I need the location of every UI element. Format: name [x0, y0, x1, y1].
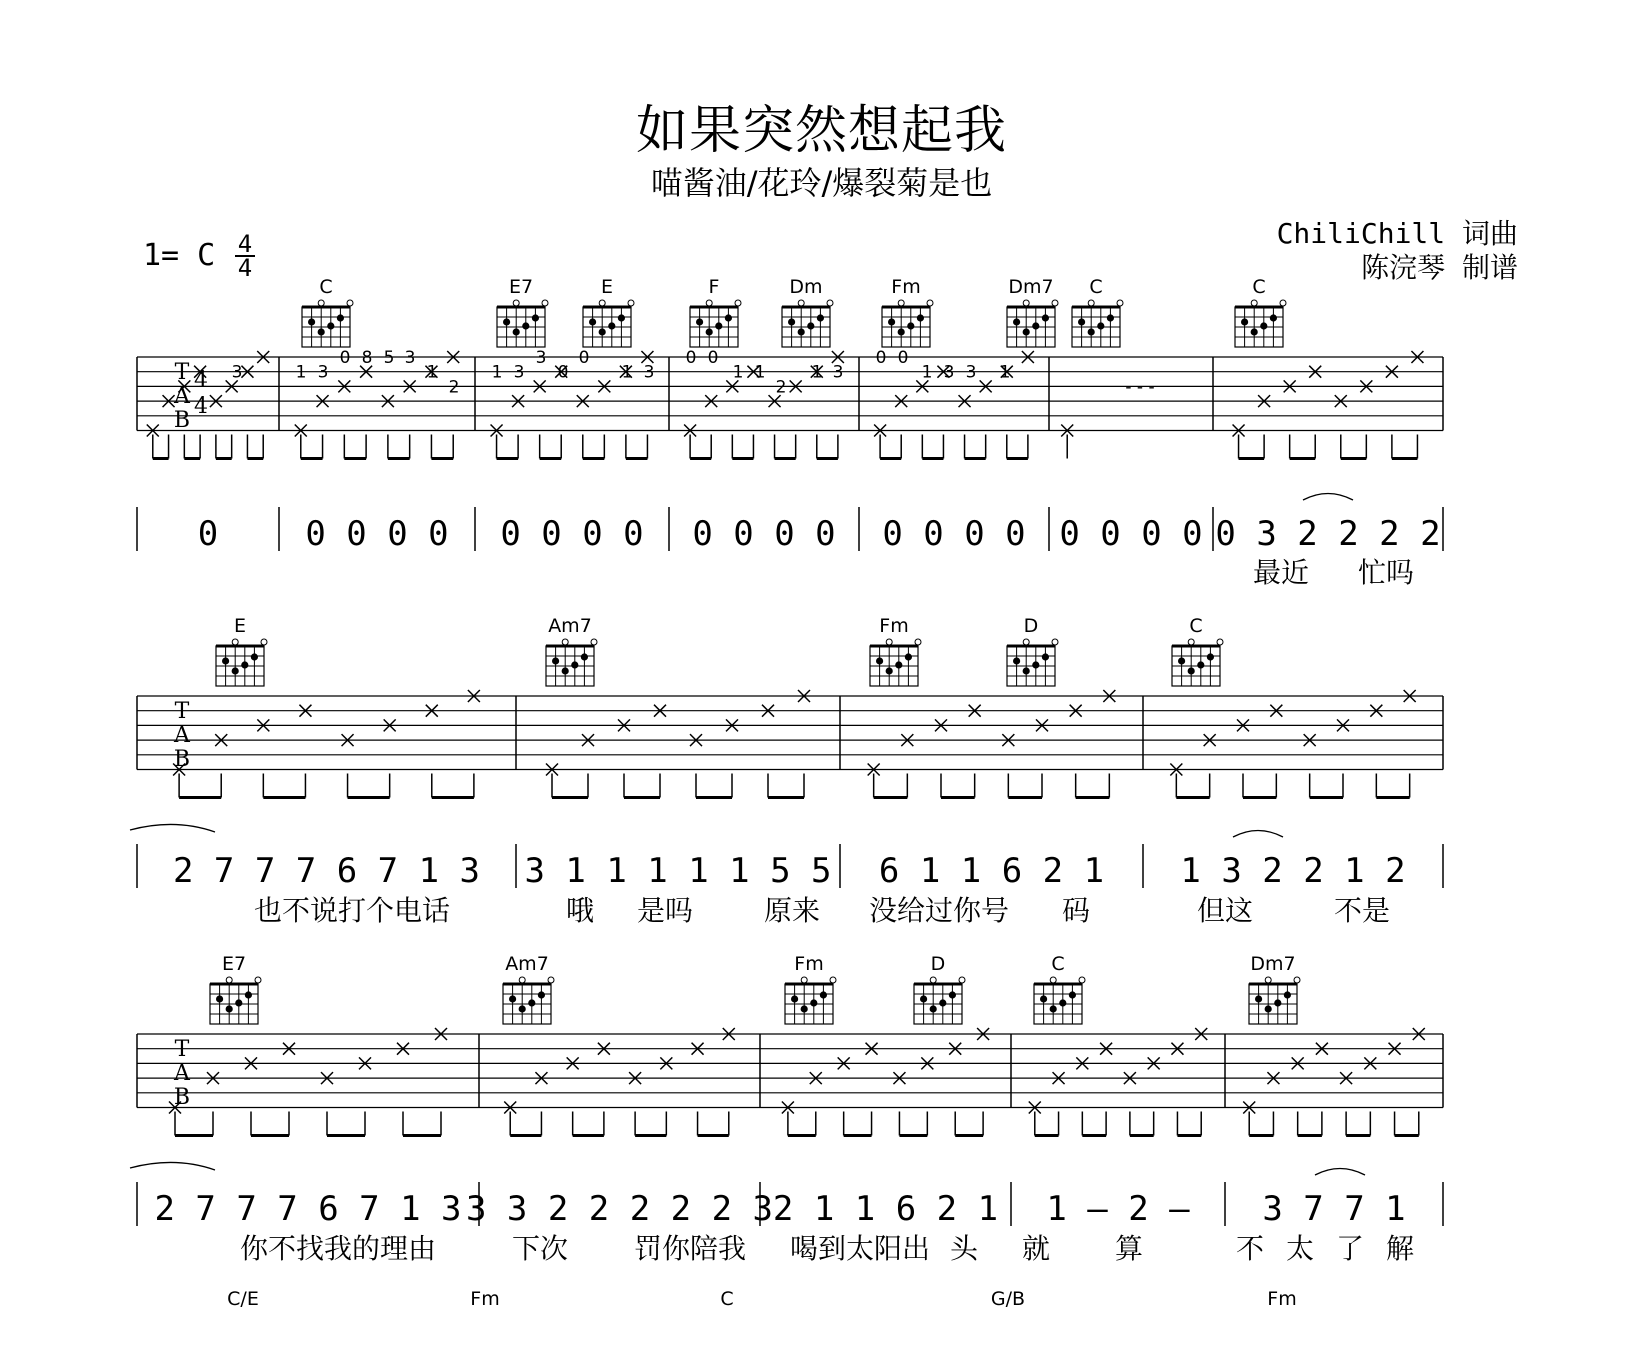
- chord-dot: [599, 328, 606, 335]
- artists: 喵酱油/花玲/爆裂菊是也: [650, 164, 993, 202]
- chord-dot: [791, 995, 798, 1002]
- tab-number: 0: [707, 348, 719, 368]
- chord-name: C: [1252, 276, 1266, 298]
- tab-number: 3: [317, 362, 329, 383]
- tab-number: 3: [832, 362, 844, 383]
- chord-dot: [1188, 667, 1195, 674]
- lyric-text: 太: [1285, 1232, 1315, 1265]
- chord-open: [706, 300, 712, 306]
- melody-bar: 0: [197, 514, 219, 554]
- chord-open: [318, 300, 324, 306]
- tab-number: 0: [875, 348, 887, 368]
- chord-open: [1188, 639, 1194, 645]
- chord-dot: [1069, 991, 1076, 998]
- tab-number: 1: [999, 362, 1011, 383]
- chord-name: Fm: [794, 953, 824, 975]
- chord-open: [1217, 639, 1223, 645]
- chord-dot: [1197, 661, 1204, 668]
- chord-dot: [788, 318, 795, 325]
- chord-dot: [251, 653, 258, 660]
- chord-dot: [801, 1005, 808, 1012]
- chord-dot: [241, 661, 248, 668]
- chord-dot: [1265, 1005, 1272, 1012]
- chord-dot: [226, 1005, 233, 1012]
- chord-open: [1023, 639, 1029, 645]
- tab-number: 3: [513, 362, 525, 383]
- tab-number: 3: [643, 362, 655, 383]
- melody-bar: 3 1 1 1 1 1 5 5: [524, 851, 832, 891]
- tab-number: 3: [231, 362, 243, 383]
- chord-name: Dm: [789, 276, 823, 298]
- chord-dot: [920, 995, 927, 1002]
- chord-dot: [1078, 318, 1085, 325]
- song-title: 如果突然想起我: [635, 101, 1007, 161]
- chord-dot: [245, 991, 252, 998]
- tab-rest-dashes: - - -: [1125, 377, 1155, 398]
- chord-open: [599, 300, 605, 306]
- tab-number: 1: [426, 362, 438, 383]
- tie-arc: [130, 824, 215, 832]
- chord-dot: [895, 661, 902, 668]
- chord-open: [562, 639, 568, 645]
- chord-dot: [1040, 995, 1047, 1002]
- chord-open: [886, 639, 892, 645]
- tab-number: 1: [491, 362, 503, 383]
- tab-label: B: [173, 747, 191, 772]
- chord-dot: [1032, 661, 1039, 668]
- lyric-text: 了: [1335, 1232, 1365, 1265]
- chord-dot: [1023, 667, 1030, 674]
- tab-label: T: [174, 699, 190, 724]
- lyric-text: 解: [1385, 1232, 1415, 1265]
- tab-number: 1: [621, 362, 633, 383]
- melody-bar: 2 7 7 7 6 7 1 3: [154, 1189, 462, 1229]
- melody-bar: 1 3 2 2 1 2: [1180, 851, 1406, 891]
- chord-dot: [519, 1005, 526, 1012]
- tie-arc: [1303, 494, 1353, 501]
- melody-bar: 3 7 7 1: [1262, 1189, 1406, 1229]
- chord-dot: [1207, 653, 1214, 660]
- tab-number: 1: [754, 362, 766, 383]
- chord-name: C: [720, 1288, 734, 1310]
- tab-number: 8: [361, 348, 373, 368]
- melody-bar: 0 3 2 2 2 2: [1215, 514, 1441, 554]
- chord-dot: [1050, 1005, 1057, 1012]
- credit-lyrics: ChiliChill 词曲: [1276, 217, 1518, 250]
- lyric-text: 原来: [763, 894, 821, 927]
- chord-dot: [876, 657, 883, 664]
- chord-dot: [1284, 991, 1291, 998]
- lyric-text: 算: [1114, 1232, 1144, 1265]
- chord-dot: [798, 328, 805, 335]
- lyric-text: 不是: [1333, 894, 1391, 927]
- chord-dot: [1042, 314, 1049, 321]
- chord-dot: [513, 328, 520, 335]
- chord-dot: [618, 314, 625, 321]
- chord-dot: [1013, 657, 1020, 664]
- chord-dot: [706, 328, 713, 335]
- chord-name: D: [1023, 615, 1039, 637]
- lyric-text: 忙吗: [1357, 556, 1415, 589]
- tab-number: 1: [811, 362, 823, 383]
- chord-dot: [532, 314, 539, 321]
- lyric-text: 但这: [1196, 894, 1254, 927]
- chord-open: [261, 639, 267, 645]
- chord-name: C: [1051, 953, 1065, 975]
- chord-open: [1088, 300, 1094, 306]
- chord-open: [1052, 639, 1058, 645]
- chord-open: [830, 977, 836, 983]
- chord-dot: [1013, 318, 1020, 325]
- melody-bar: 3 3 2 2 2 2 2 3: [465, 1189, 774, 1229]
- chord-dot: [1032, 322, 1039, 329]
- chord-open: [798, 300, 804, 306]
- tab-label: T: [174, 1037, 190, 1062]
- chord-dot: [503, 318, 510, 325]
- chord-dot: [1274, 999, 1281, 1006]
- chord-dot: [930, 1005, 937, 1012]
- chord-dot: [939, 999, 946, 1006]
- lyric-text: 也不说打个电话: [253, 894, 451, 927]
- melody-bar: 0 0 0 0: [882, 514, 1026, 554]
- chord-dot: [552, 657, 559, 664]
- chord-open: [959, 977, 965, 983]
- chord-name: Dm7: [1008, 276, 1054, 298]
- chord-open: [548, 977, 554, 983]
- lyric-text: 你不找我的理由: [239, 1232, 437, 1265]
- chord-open: [628, 300, 634, 306]
- chord-name: Dm7: [1250, 953, 1296, 975]
- chord-dot: [1088, 328, 1095, 335]
- chord-name: C/E: [227, 1288, 259, 1310]
- chord-dot: [509, 995, 516, 1002]
- tab-number: 0: [897, 348, 909, 368]
- chord-open: [255, 977, 261, 983]
- chord-dot: [1270, 314, 1277, 321]
- chord-dot: [949, 991, 956, 998]
- chord-dot: [222, 657, 229, 664]
- chord-dot: [820, 991, 827, 998]
- chord-open: [513, 300, 519, 306]
- melody-bar: 2 1 1 6 2 1: [772, 1189, 999, 1229]
- chord-dot: [1178, 657, 1185, 664]
- tab-number: 2: [448, 377, 460, 398]
- melody-bar: 1 – 2 –: [1046, 1189, 1190, 1229]
- melody-bar: 0 0 0 0: [500, 514, 644, 554]
- chord-name: Fm: [470, 1288, 500, 1310]
- chord-dot: [608, 322, 615, 329]
- tab-number: 0: [578, 348, 590, 368]
- chord-dot: [1023, 328, 1030, 335]
- tab-time: 4: [194, 394, 208, 419]
- tab-label: T: [174, 360, 190, 385]
- melody-bar: 6 1 1 6 2 1: [878, 851, 1105, 891]
- tab-number: 0: [557, 362, 569, 383]
- chord-open: [735, 300, 741, 306]
- lyric-text: 哦: [565, 894, 595, 927]
- chord-dot: [528, 999, 535, 1006]
- chord-dot: [589, 318, 596, 325]
- chord-open: [232, 639, 238, 645]
- melody-bar: 0 0 0 0: [305, 514, 449, 554]
- chord-open: [542, 300, 548, 306]
- tab-label: B: [173, 408, 191, 433]
- chord-open: [1079, 977, 1085, 983]
- chord-dot: [696, 318, 703, 325]
- melody-bar: 2 7 7 7 6 7 1 3: [172, 851, 481, 891]
- chord-dot: [308, 318, 315, 325]
- chord-name: F: [708, 276, 720, 298]
- tab-number: 1: [295, 362, 307, 383]
- chord-open: [1265, 977, 1271, 983]
- chord-dot: [715, 322, 722, 329]
- chord-name: E: [233, 615, 247, 637]
- chord-open: [591, 639, 597, 645]
- melody-bar: 0 0 0 0: [692, 514, 836, 554]
- tab-label: B: [173, 1085, 191, 1110]
- chord-open: [898, 300, 904, 306]
- chord-dot: [905, 653, 912, 660]
- tab-number: 0: [685, 348, 697, 368]
- tie-arc: [1315, 1169, 1365, 1176]
- chord-open: [801, 977, 807, 983]
- chord-open: [226, 977, 232, 983]
- chord-dot: [337, 314, 344, 321]
- credit-score: 陈浣琴 制谱: [1361, 251, 1518, 284]
- chord-dot: [810, 999, 817, 1006]
- chord-dot: [807, 322, 814, 329]
- chord-open: [927, 300, 933, 306]
- lyric-text: 码: [1061, 894, 1091, 927]
- chord-dot: [1097, 322, 1104, 329]
- tab-number: 5: [383, 348, 395, 368]
- chord-open: [1294, 977, 1300, 983]
- chord-name: D: [930, 953, 946, 975]
- melody-bar: 0 0 0 0: [1059, 514, 1203, 554]
- lyric-text: 没给过你号: [868, 894, 1010, 927]
- chord-open: [1050, 977, 1056, 983]
- tie-arc: [1233, 831, 1283, 838]
- chord-dot: [886, 667, 893, 674]
- chord-dot: [571, 661, 578, 668]
- chord-name: Am7: [548, 615, 592, 637]
- chord-dot: [1107, 314, 1114, 321]
- chord-name: Fm: [879, 615, 909, 637]
- chord-open: [915, 639, 921, 645]
- tab-label: A: [174, 384, 190, 409]
- tab-number: 0: [339, 348, 351, 368]
- chord-dot: [888, 318, 895, 325]
- chord-name: C: [319, 276, 333, 298]
- chord-dot: [817, 314, 824, 321]
- chord-name: E: [600, 276, 614, 298]
- time-top: 4: [237, 230, 253, 258]
- chord-dot: [538, 991, 545, 998]
- tab-number: 3: [404, 348, 416, 368]
- lyric-text: 就: [1021, 1232, 1051, 1265]
- chord-dot: [1260, 322, 1267, 329]
- chord-dot: [1241, 318, 1248, 325]
- tab-number: 1: [732, 362, 744, 383]
- chord-name: G/B: [990, 1288, 1026, 1310]
- lyric-text: 是吗: [636, 894, 694, 927]
- chord-open: [1052, 300, 1058, 306]
- lyric-text: 头: [949, 1232, 979, 1265]
- chord-dot: [562, 667, 569, 674]
- chord-open: [1280, 300, 1286, 306]
- chord-dot: [232, 667, 239, 674]
- tab-number: 3: [965, 362, 977, 383]
- chord-name: Fm: [1267, 1288, 1297, 1310]
- chord-dot: [917, 314, 924, 321]
- lyric-text: 下次: [511, 1232, 569, 1265]
- tab-number: 3: [943, 362, 955, 383]
- chord-dot: [235, 999, 242, 1006]
- tab-label: A: [174, 723, 190, 748]
- chord-dot: [907, 322, 914, 329]
- time-bottom: 4: [237, 254, 253, 282]
- tie-arc: [130, 1162, 215, 1170]
- chord-name: C: [1189, 615, 1203, 637]
- chord-open: [1117, 300, 1123, 306]
- chord-name: Am7: [505, 953, 549, 975]
- tab-number: 3: [535, 348, 547, 368]
- chord-name: E7: [221, 953, 247, 975]
- lyric-text: 最近: [1252, 556, 1310, 589]
- chord-dot: [318, 328, 325, 335]
- lyric-text: 罚你陪我: [633, 1232, 747, 1265]
- chord-open: [1023, 300, 1029, 306]
- chord-name: C: [1089, 276, 1103, 298]
- chord-dot: [216, 995, 223, 1002]
- key-signature: 1= C: [143, 238, 216, 273]
- chord-dot: [725, 314, 732, 321]
- chord-dot: [898, 328, 905, 335]
- chord-dot: [327, 322, 334, 329]
- chord-name: Fm: [891, 276, 921, 298]
- chord-dot: [1059, 999, 1066, 1006]
- chord-open: [519, 977, 525, 983]
- chord-open: [930, 977, 936, 983]
- tab-label: A: [174, 1061, 190, 1086]
- chord-dot: [1255, 995, 1262, 1002]
- tab-number: 1: [921, 362, 933, 383]
- chord-dot: [522, 322, 529, 329]
- chord-dot: [581, 653, 588, 660]
- chord-open: [827, 300, 833, 306]
- lyric-text: 喝到太阳出: [789, 1232, 931, 1265]
- chord-open: [1251, 300, 1257, 306]
- tab-time: 4: [194, 368, 208, 393]
- tab-number: 2: [775, 377, 787, 398]
- chord-name: E7: [508, 276, 534, 298]
- lyric-text: 不: [1235, 1232, 1265, 1265]
- chord-open: [347, 300, 353, 306]
- chord-dot: [1042, 653, 1049, 660]
- chord-dot: [1251, 328, 1258, 335]
